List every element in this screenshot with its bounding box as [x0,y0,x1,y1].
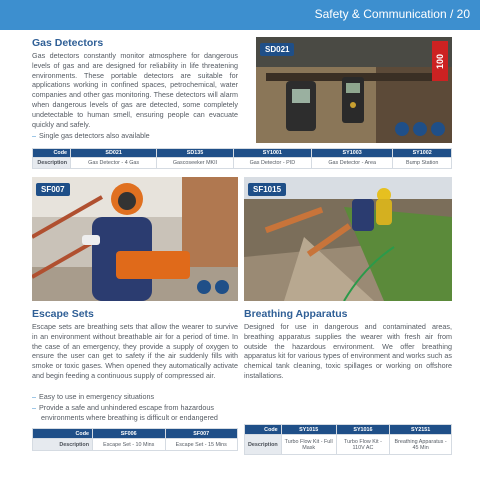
table-row [33,439,238,451]
gas-photo-label: SD021 [260,43,294,56]
page-header [0,0,480,30]
table-header-cell: SD021 [71,149,157,158]
gas-photo-badge: 100 [432,41,448,81]
bullet-dash-icon: – [32,392,36,401]
table-header-cell: SY1015 [281,425,336,435]
table-header-cell: SY2151 [390,425,452,435]
escape-set-photo [32,177,238,301]
table-cell: Escape Set - 15 Mins [165,439,238,451]
breathing-section-title: Breathing Apparatus [244,308,348,320]
table-cell: Breathing Apparatus - 45 Min [390,435,452,455]
gas-spec-table [32,148,452,169]
table-header-row [33,149,452,158]
table-header-cell: SD135 [157,149,233,158]
breathing-spec-table [244,424,452,455]
bullet-dash-icon: – [32,131,36,140]
table-row [33,158,452,169]
header-title: Safety & Communication / 20 [314,7,470,21]
gas-detector-photo [256,37,452,143]
table-header-cell: SY1002 [393,149,452,158]
breathing-photo-label: SF1015 [248,183,286,196]
escape-spec-table [32,428,238,451]
gas-paragraph: Gas detectors constantly monitor atmosphere for dangerous levels of gas and are designed for reliability in life threatening environments. These portable detectors are suitable for applications working in confined spaces, petrochemical, water companies and other gas monitoring. These detectors will alarm when dangerous levels of gas are detected, some completely undetectable to human smell, ensuring people can evacuate quickly and safely. [32,51,238,129]
bullet-dash-icon: – [32,403,36,412]
table-row [245,435,452,455]
breathing-apparatus-photo [244,177,452,301]
table-row-label: Description [245,435,282,455]
table-header-cell: Code [33,429,93,439]
table-header-row [245,425,452,435]
table-cell: Gascoseeker MKII [157,158,233,169]
table-row-label: Description [33,439,93,451]
table-cell: Gas Detector - 4 Gas [71,158,157,169]
table-header-cell: SF007 [165,429,238,439]
table-cell: Bump Station [393,158,452,169]
table-header-cell: SY1016 [336,425,390,435]
breathing-paragraph: Designed for use in dangerous and contaminated areas, breathing apparatus supplies the wearer with fresh air from outside the hazardous environment. We offer breathing apparatus kit for various types of environment and works such as chemical tank cleaning, toxic spillages or working on offshore installations. [244,322,452,380]
escape-section-title: Escape Sets [32,308,94,320]
table-header-cell: SY1001 [233,149,311,158]
table-cell: Escape Set - 10 Mins [93,439,166,451]
escape-bullet-1: – Easy to use in emergency situations [32,392,155,401]
escape-photo-label: SF007 [36,183,70,196]
escape-bullet-2: – Provide a safe and unhindered escape from hazardous environments where breathing is difficult or endangered [32,403,218,422]
table-header-cell: Code [245,425,282,435]
gas-section-title: Gas Detectors [32,37,104,49]
table-cell: Gas Detector - Area [311,158,392,169]
table-cell: Turbo Flow Kit - 110V AC [336,435,390,455]
table-header-row [33,429,238,439]
table-header-cell: SF006 [93,429,166,439]
table-header-cell: Code [33,149,71,158]
gas-bullet: – Single gas detectors also available [32,131,150,140]
table-header-cell: SY1003 [311,149,392,158]
table-cell: Gas Detector - PID [233,158,311,169]
table-row-label: Description [33,158,71,169]
escape-paragraph: Escape sets are breathing sets that allow the wearer to survive in an environment without breathable air for a period of time. In the case of an emergency, they provide a supply of oxygen to ensure the user can get to safety if the air suddenly fills with smoke or toxic gases. When opened they automatically activate and begin feeding a continuous supply of compressed air. [32,322,238,380]
table-cell: Turbo Flow Kit - Full Mask [281,435,336,455]
